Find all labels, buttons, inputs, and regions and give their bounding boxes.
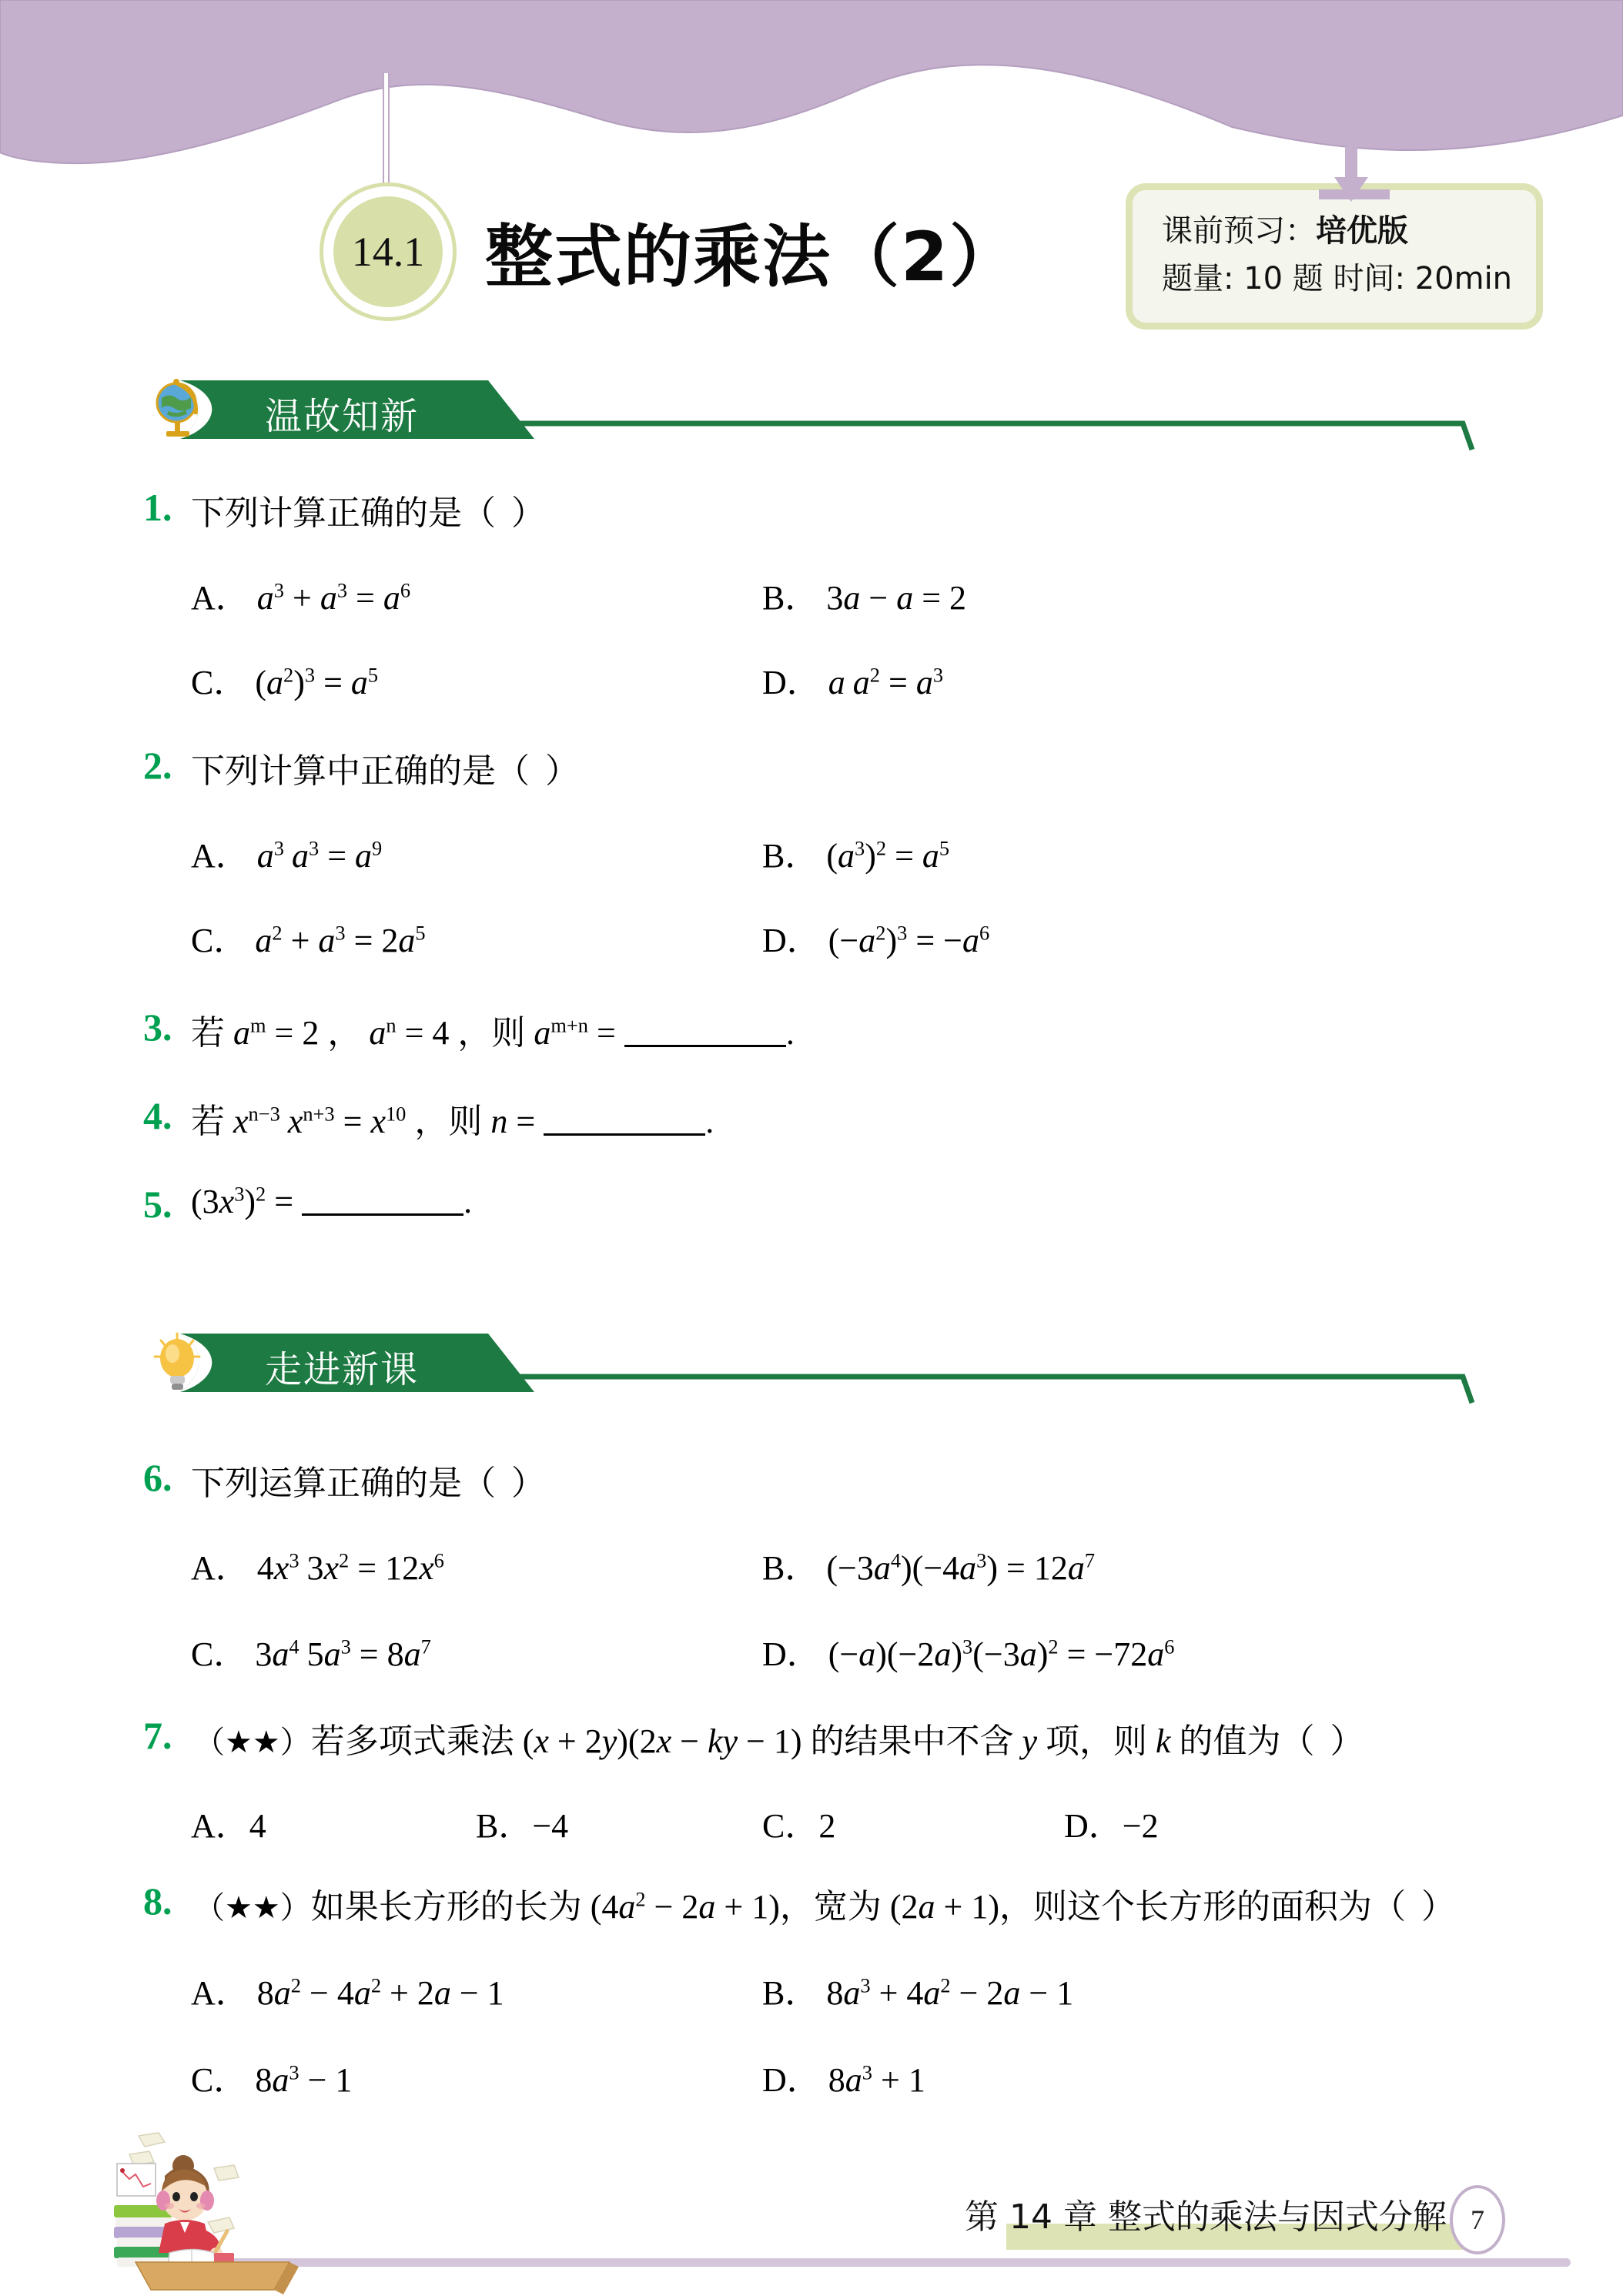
preview-label: 课前预习： (1162, 213, 1316, 249)
section-number-badge (323, 186, 453, 317)
question-prompt: 下列计算正确的是（ ） (191, 494, 545, 532)
down-arrow-icon (1313, 146, 1397, 208)
option-a[interactable]: A．4 (191, 1807, 266, 1845)
question-number: 5. (143, 1183, 172, 1226)
option-b[interactable]: B． $(a^3)^2 = a^5$ (762, 836, 950, 875)
option-a[interactable]: A． $8a^2 - 4a^2 + 2a - 1$ (191, 1973, 504, 2012)
option-c[interactable]: C． $a^2 + a^3 = 2a^5$ (191, 921, 426, 959)
question-prompt: 若 $a^m = 2$ ， $a^n = 4$ ，则 $a^{m+n}$ = . (191, 1013, 795, 1052)
section-label-review: 温故知新 (265, 395, 420, 438)
question-number: 7. (143, 1714, 172, 1757)
question-prompt: 下列计算中正确的是（ ） (191, 752, 579, 790)
option-a[interactable]: A． $a^3$ $a^3 = a^9$ (191, 836, 383, 875)
question-number: 8. (143, 1879, 172, 1923)
globe-icon (151, 377, 211, 442)
preview-value: 培优版 (1316, 213, 1408, 249)
answer-blank[interactable] (544, 1133, 705, 1136)
option-c[interactable]: C．2 (762, 1807, 836, 1845)
section-rule (431, 1369, 1478, 1415)
banner-hanger-cord (383, 73, 390, 196)
preview-line-2: 题量: 10 题 时间: 20min (1162, 261, 1513, 296)
page-title: 整式的乘法（2） (485, 217, 1019, 296)
option-a[interactable]: A． $a^3 + a^3 = a^6$ (191, 578, 411, 617)
difficulty-stars: （★★） (194, 1890, 311, 1926)
option-c[interactable]: C． $3a^4$ $5a^3 = 8a^7$ (191, 1635, 431, 1673)
option-b[interactable]: B． 3a − a = 2 (762, 579, 967, 617)
answer-blank[interactable] (624, 1045, 786, 1047)
section-number: 14.1 (351, 229, 425, 275)
question-prompt: 若 $x^{n-3}$ $x^{n+3} = x^{10}$ ，则 n = . (191, 1102, 714, 1140)
difficulty-stars: （★★） (194, 1725, 311, 1760)
option-d[interactable]: D． $(-a)(-2a)^3(-3a)^2 = -72a^6$ (762, 1635, 1175, 1673)
answer-blank[interactable] (302, 1213, 463, 1216)
page-number-badge (1450, 2185, 1505, 2254)
question-number: 6. (143, 1456, 172, 1499)
question-prompt: 下列运算正确的是（ ） (191, 1464, 545, 1502)
question-number: 3. (143, 1006, 172, 1049)
option-d[interactable]: D．−2 (1064, 1807, 1159, 1845)
question-number: 2. (143, 744, 172, 787)
page-number: 7 (1471, 2204, 1484, 2235)
option-a[interactable]: A． $4x^3$ $3x^2 = 12x^6$ (191, 1548, 444, 1587)
option-c[interactable]: C． $(a^2)^3 = a^5$ (191, 663, 379, 701)
option-d[interactable]: D． $(-a^2)^3 = -a^6$ (762, 921, 990, 959)
question-number: 4. (143, 1094, 172, 1137)
section-label-new-lesson: 走进新课 (265, 1348, 420, 1391)
section-header-new-lesson (0, 1330, 1623, 1400)
option-b[interactable]: B． $8a^3 + 4a^2 - 2a - 1$ (762, 1973, 1074, 2012)
footer-chapter-title: 第 14 章 整式的乘法与因式分解 (965, 2197, 1447, 2237)
option-d[interactable]: D． $8a^3 + 1$ (762, 2060, 925, 2099)
option-c[interactable]: C． $8a^3 - 1$ (191, 2060, 353, 2099)
option-d[interactable]: D． a $a^2 = a^3$ (762, 663, 944, 701)
lightbulb-icon (151, 1330, 211, 1395)
question-prompt: （★★）若多项式乘法 (x + 2y)(2x − ky − 1) 的结果中不含 y 项，则 k 的值为（ ） (194, 1722, 1364, 1760)
student-at-desk-illustration (99, 2131, 360, 2294)
question-number: 1. (143, 486, 172, 529)
option-b[interactable]: B． $(-3a^4)(-4a^3) = 12a^7$ (762, 1548, 1096, 1587)
option-b[interactable]: B．−4 (476, 1807, 569, 1845)
preview-line-1 (1162, 207, 1536, 255)
section-header-review (0, 377, 1623, 447)
question-prompt: $(3x^3)^2$ = . (191, 1182, 473, 1220)
question-prompt: （★★）如果长方形的长为 $(4a^2 - 2a + 1)$，宽为 (2a + 1)，则这个长方形的面积为（ ） (194, 1887, 1456, 1926)
section-rule (431, 416, 1478, 462)
